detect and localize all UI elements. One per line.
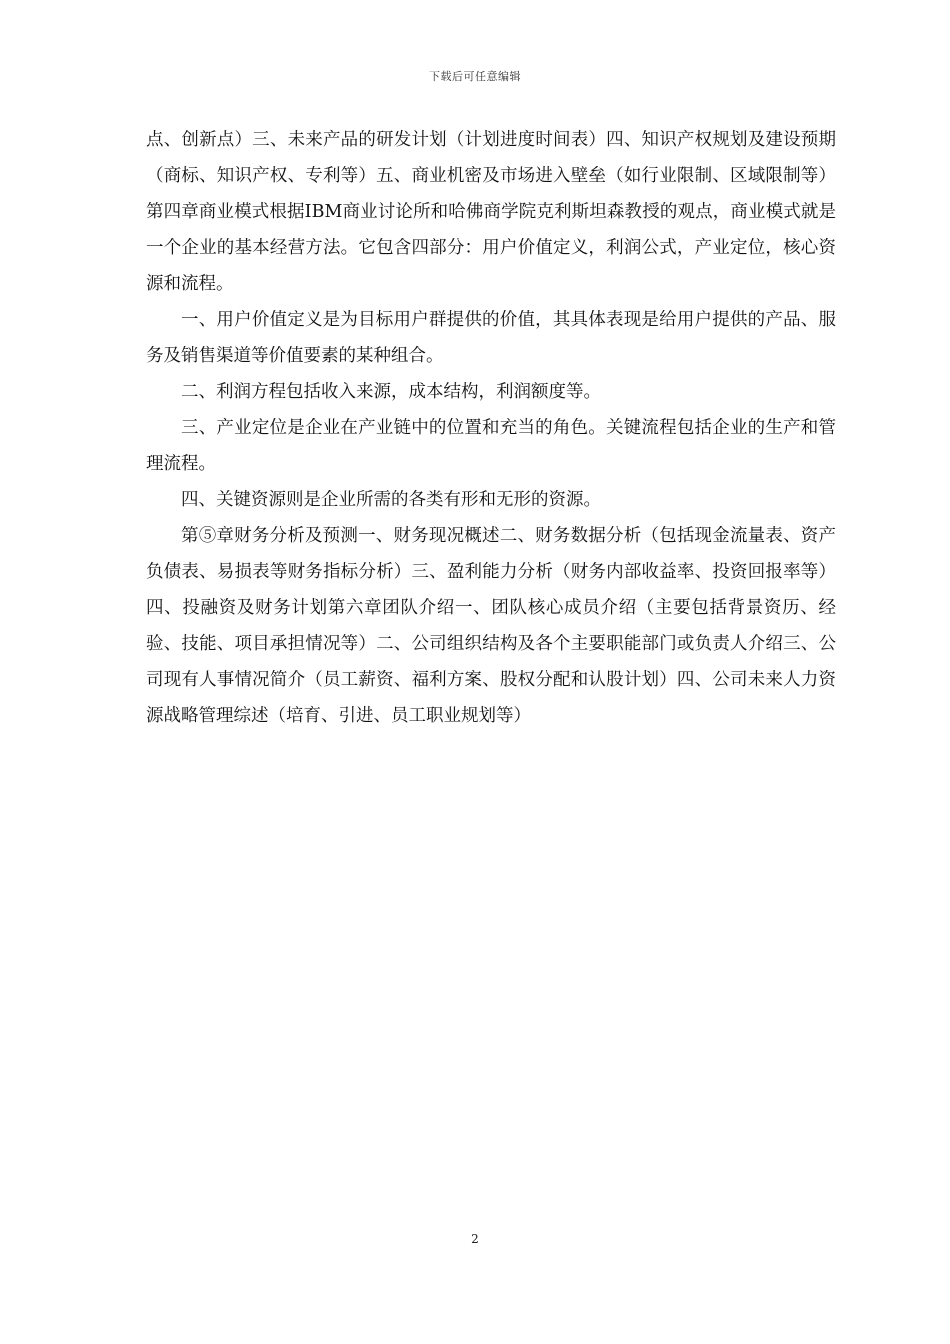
paragraph-financial-team: 第⑤章财务分析及预测一、财务现况概述二、财务数据分析（包括现金流量表、资产负债表、易损表等财务指标分析）三、盈利能力分析（财务内部收益率、投资回报率等）四、投融资及财务计划第六章团队介绍一、团队核心成员介绍（主要包括背景资历、经验、技能、项目承担情况等）二、公司组织结构及各个主要职能部门或负责人介绍三、公司现有人事情况简介（员工薪资、福利方案、股权分配和认股计划）四、公司未来人力资源战略管理综述（培育、引进、员工职业规划等） [146,526,836,726]
paragraph-key-resources: 四、关键资源则是企业所需的各类有形和无形的资源。 [181,490,601,510]
body-text [146,122,836,734]
header-note: 下载后可任意编辑 [429,70,521,83]
paragraph-profit-equation: 二、利润方程包括收入来源，成本结构，利润额度等。 [181,382,601,402]
paragraph-continuation: 点、创新点）三、未来产品的研发计划（计划进度时间表）四、知识产权规划及建设预期（商标、知识产权、专利等）五、商业机密及市场进入壁垒（如行业限制、区域限制等）第四章商业模式根据IBM商业讨论所和哈佛商学院克利斯坦森教授的观点，商业模式就是一个企业的基本经营方法。它包含四部分：用户价值定义，利润公式，产业定位，核心资源和流程。 [146,130,836,294]
paragraph-user-value: 一、用户价值定义是为目标用户群提供的价值，其具体表现是给用户提供的产品、服务及销售渠道等价值要素的某种组合。 [146,310,836,366]
page-number: 2 [471,1232,479,1246]
paragraph-industry-position: 三、产业定位是企业在产业链中的位置和充当的角色。关键流程包括企业的生产和管理流程。 [146,418,836,474]
